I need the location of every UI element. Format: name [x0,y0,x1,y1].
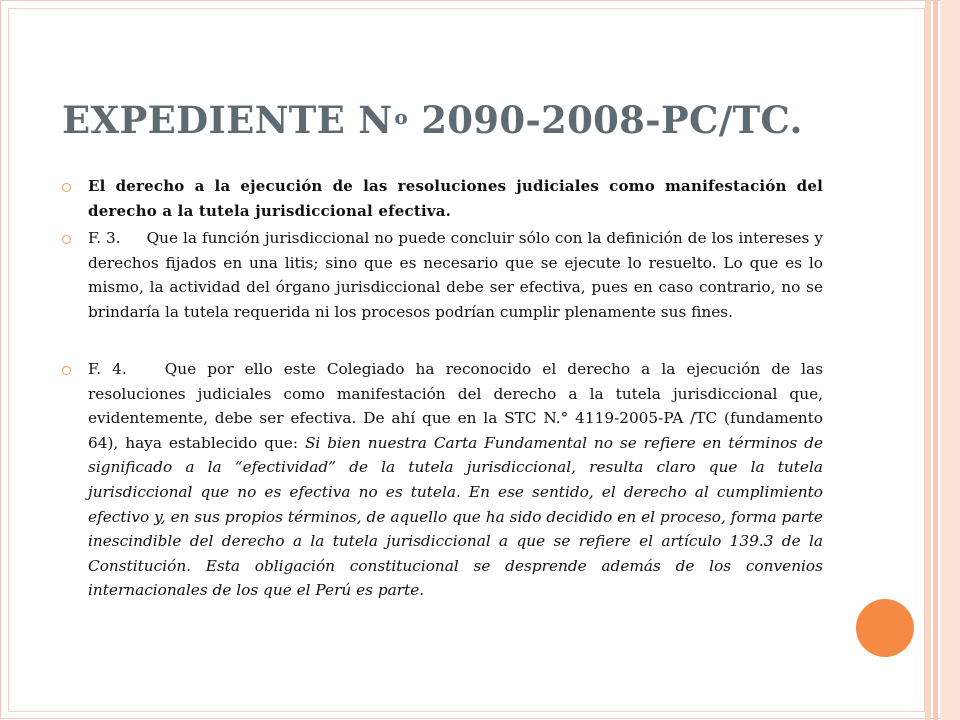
title-rest: 2090-2008-PC/TC. [408,98,803,142]
quoted-text: Si bien nuestra Carta Fundamental no se refiere en términos de significado a la “efectividad” de la tutela jurisdiccional, resulta claro que la tutela jurisdiccional que no es efectiva no es tutela. En ese sentido, el derecho al cumplimiento efectivo y, en sus propios términos, de aquello que ha sido decidido en el proceso, forma parte inescindible del derecho a la tutela jurisdiccional a que se refiere el artículo 139.3 de la Constitución. Esta obligación constitucional se desprende además de los convenios internacionales de los que el Perú es parte. [88,433,823,600]
bullet-f3 [88,226,823,324]
slide-title [62,98,803,142]
ref-label: F. 3. [88,229,121,247]
bullet-icon [62,235,71,244]
bullet-text: Que por ello este Colegiado ha reconocido el derecho a la ejecución de las resoluciones judiciales como manifestación del derecho a la tutela jurisdiccional que, evidentemente, debe ser efectiva. De ahí que en la STC N.° 4119-2005-PA /TC (fundamento 64), haya establecido que: [88,360,823,452]
bullet-icon [62,366,71,375]
title-main: EXPEDIENTE N [62,98,393,142]
ref-label: F. 4. [88,360,127,378]
decorative-band [940,0,960,720]
decorative-circle [856,599,914,657]
decorative-band [925,0,931,720]
bullet-text: Que la función jurisdiccional no puede concluir sólo con la definición de los intereses y derechos fijados en una litis; sino que es necesario que se ejecute lo resuelto. Lo que es lo mismo, la actividad del órgano jurisdiccional debe ser efectiva, pues en caso contrario, no se brindaría la tutela requerida ni los procesos podrían cumplir plenamente sus fines. [88,229,823,321]
decorative-band [933,0,938,720]
bullet-icon [62,183,71,192]
bullet-heading: El derecho a la ejecución de las resoluciones judiciales como manifestación del derecho a la tutela jurisdiccional efectiva. [88,177,823,220]
title-superscript: o [394,104,409,129]
bullet-f4 [88,357,823,603]
